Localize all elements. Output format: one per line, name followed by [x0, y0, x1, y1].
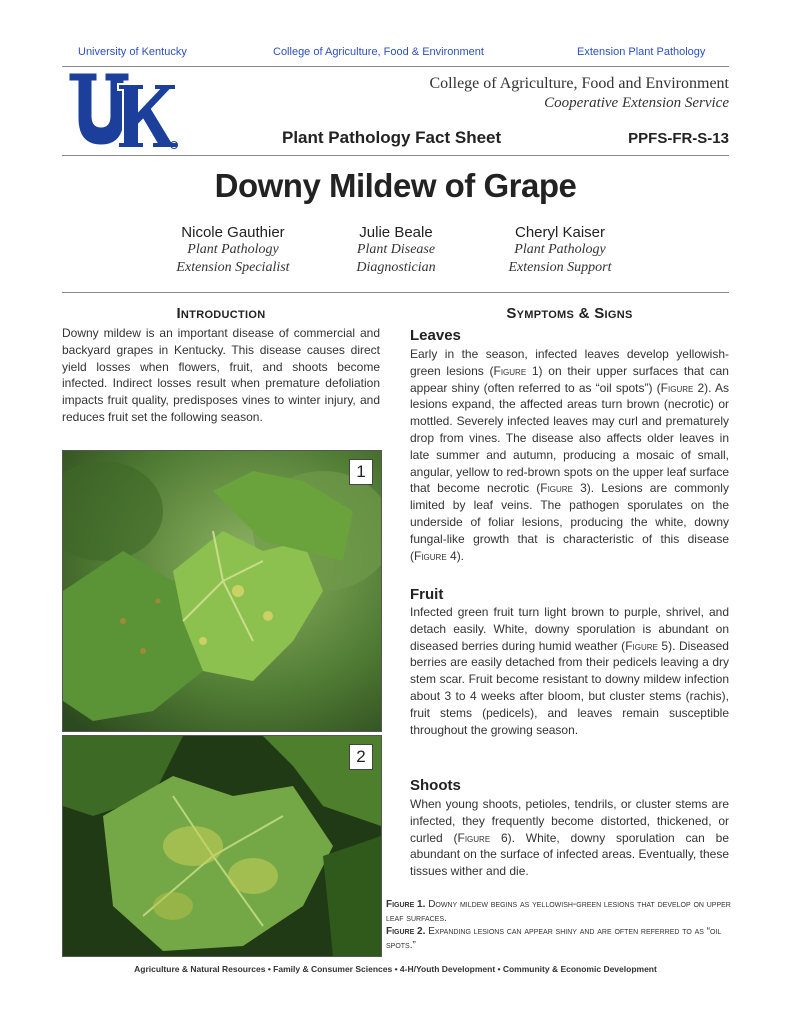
- header-rule-bottom: [62, 155, 729, 156]
- author-name: Cheryl Kaiser: [514, 224, 606, 241]
- figure-reference: Figure 4: [414, 548, 457, 563]
- fruit-text: Infected green fruit turn light brown to purple, shrivel, and detach easily. White, downy sporulation is abundant on diseased berries during humid weather (Figure 5). Diseased berries are easily detached from their pedicels leaving a dry stem scar. Fruit become resistant to downy mildew infection about 3 to 4 weeks after bloom, but cluster stems (rachis), fruit stems (pedicels), and leaves remain susceptible throughout the growing season.: [410, 605, 729, 737]
- author-name: Julie Beale: [359, 224, 433, 241]
- figure-1-photo: [62, 450, 382, 732]
- header-rule-top: [62, 66, 729, 67]
- author-block: [306, 224, 486, 277]
- figure-2-photo: [62, 735, 382, 957]
- figure-reference: Figure 2: [660, 380, 705, 395]
- figure-1-caption: Figure 1. Downy mildew begins as yellowish-green lesions that develop on upper leaf surfaces.: [386, 899, 731, 924]
- figure-reference: Figure 1: [493, 363, 539, 378]
- footer-program-areas: Agriculture & Natural Resources • Family & Consumer Sciences • 4-H/Youth Development • Community & Economic Development: [134, 964, 657, 974]
- caption-label: Figure 2.: [386, 926, 426, 937]
- grape-leaf-image: [63, 451, 381, 731]
- grape-leaf-image: [63, 736, 381, 956]
- author-name: Nicole Gauthier: [181, 224, 285, 241]
- college-name: College of Agriculture, Food and Environment: [429, 75, 729, 92]
- author-block: [470, 224, 650, 277]
- author-role: Extension Specialist: [176, 260, 290, 275]
- service-name: Cooperative Extension Service: [544, 95, 729, 111]
- page-title: Downy Mildew of Grape: [214, 167, 577, 204]
- college-link[interactable]: College of Agriculture, Food & Environment: [273, 46, 484, 58]
- introduction-text: Downy mildew is an important disease of commercial and backyard grapes in Kentucky. This disease causes direct yield losses when flowers, fruit, and shoots become infected. Indirect losses result when premature defoliation impacts fruit quality, predisposes vines to winter injury, and reduces fruit set the following season.: [62, 326, 380, 424]
- figure-reference: Figure 5: [625, 638, 669, 653]
- authors-rule: [62, 292, 729, 293]
- introduction-heading: Introduction: [176, 305, 266, 322]
- figure-reference: Figure 3: [540, 481, 587, 496]
- university-link[interactable]: University of Kentucky: [78, 46, 187, 58]
- symptoms-heading: Symptoms & Signs: [506, 305, 633, 322]
- author-block: [143, 224, 323, 277]
- fruit-heading: Fruit: [410, 586, 444, 603]
- leaves-text: Early in the season, infected leaves develop yellowish-green lesions (Figure 1) on their upper surfaces that can appear shiny (often referred to as “oil spots”) (Figure 2). As lesions expand, the affected areas turn brown (necrotic) or mottled. Severely infected leaves may curl and prematurely drop from vines. The disease also affects older leaves in late summer and autumn, producing a mosaic of small, angular, yellow to red-brown spots on the upper leaf surface that become necrotic (Figure 3). Lesions are commonly limited by leaf veins. The pathogen sporulates on the underside of foliar lesions, producing the white, downy fungal-like growth that is characteristic of this disease (Figure 4).: [410, 347, 729, 563]
- figure-number-badge: 1: [349, 459, 373, 485]
- top-navigation-bar: [0, 46, 791, 60]
- author-role: Diagnostician: [356, 260, 436, 275]
- shoots-heading: Shoots: [410, 777, 461, 794]
- author-role: Extension Support: [508, 260, 612, 275]
- uk-logo: [68, 70, 180, 152]
- caption-label: Figure 1.: [386, 899, 426, 910]
- author-dept: Plant Pathology: [514, 242, 606, 257]
- extension-link[interactable]: Extension Plant Pathology: [577, 46, 706, 58]
- shoots-text: When young shoots, petioles, tendrils, or cluster stems are infected, they frequently become distorted, thickened, or curled (Figure 6). White, downy sporulation can be abundant on the surface of infected areas. Eventually, these tissues wither and die.: [410, 797, 729, 879]
- figure-2-caption: Figure 2. Expanding lesions can appear shiny and are often referred to as “oil spots.”: [386, 926, 722, 951]
- author-dept: Plant Pathology: [187, 242, 279, 257]
- figure-reference: Figure 6: [457, 830, 508, 845]
- college-header: [430, 75, 730, 112]
- publication-id: PPFS-FR-S-13: [628, 130, 729, 147]
- author-dept: Plant Disease: [356, 242, 436, 257]
- fact-sheet-label: Plant Pathology Fact Sheet: [282, 128, 502, 147]
- figure-number-badge: 2: [349, 744, 373, 770]
- leaves-heading: Leaves: [410, 327, 461, 344]
